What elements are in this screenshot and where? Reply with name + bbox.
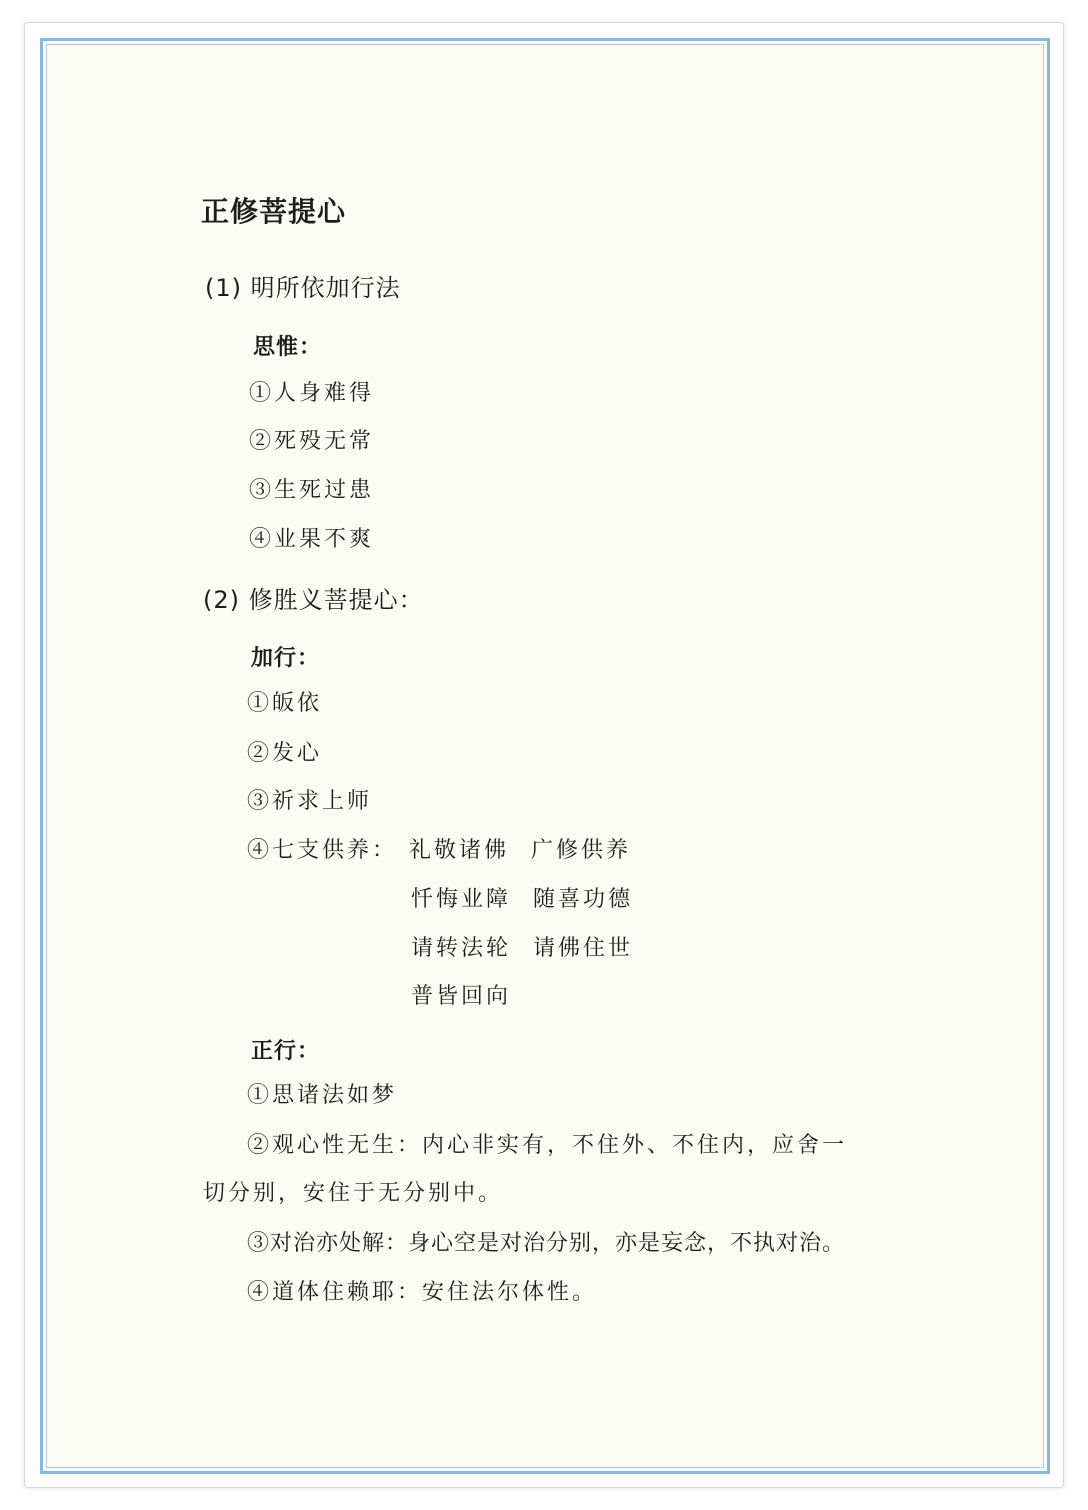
section-1-item: ②死殁无常 (249, 429, 375, 454)
section-1-heading: (1) 明所依加行法 (205, 274, 401, 302)
section-1-item: ③生死过患 (249, 478, 375, 503)
seven-branch-label: ④七支供养： (247, 838, 398, 863)
section-1-sub-heading: 思惟： (253, 335, 323, 360)
page-title: 正修菩提心 (201, 195, 347, 228)
main-practice-sub-heading: 正行： (251, 1039, 321, 1064)
main-practice-item: ②观心性无生：内心非实有，不住外、不住内，应舍一 (247, 1133, 848, 1158)
seven-branch-item: 礼敬诸佛 (409, 838, 510, 863)
section-2-heading: (2) 修胜义菩提心： (203, 586, 424, 614)
seven-branch-item: 请佛住世 (533, 936, 634, 961)
seven-branch-item: 普皆回向 (411, 984, 512, 1009)
prep-item: ①皈依 (247, 691, 323, 716)
prep-item: ③祈求上师 (247, 789, 373, 814)
seven-branch-item: 广修供养 (531, 838, 632, 863)
document-content (43, 41, 1047, 1471)
main-practice-item: ③对治亦处解：身心空是对治分别，亦是妄念，不执对治。 (247, 1231, 846, 1256)
section-1-item: ①人身难得 (249, 381, 375, 406)
main-practice-item: ①思诸法如梦 (247, 1083, 398, 1108)
seven-branch-item: 忏悔业障 (411, 887, 512, 912)
main-practice-item: ④道体住赖耶：安住法尔体性。 (247, 1280, 598, 1305)
prep-sub-heading: 加行： (251, 646, 321, 671)
main-practice-item-continuation: 切分别，安住于无分别中。 (203, 1181, 504, 1206)
prep-item: ②发心 (247, 741, 323, 766)
section-1-item: ④业果不爽 (249, 527, 375, 552)
document-page (40, 38, 1050, 1474)
seven-branch-item: 请转法轮 (411, 936, 512, 961)
seven-branch-item: 随喜功德 (533, 887, 634, 912)
